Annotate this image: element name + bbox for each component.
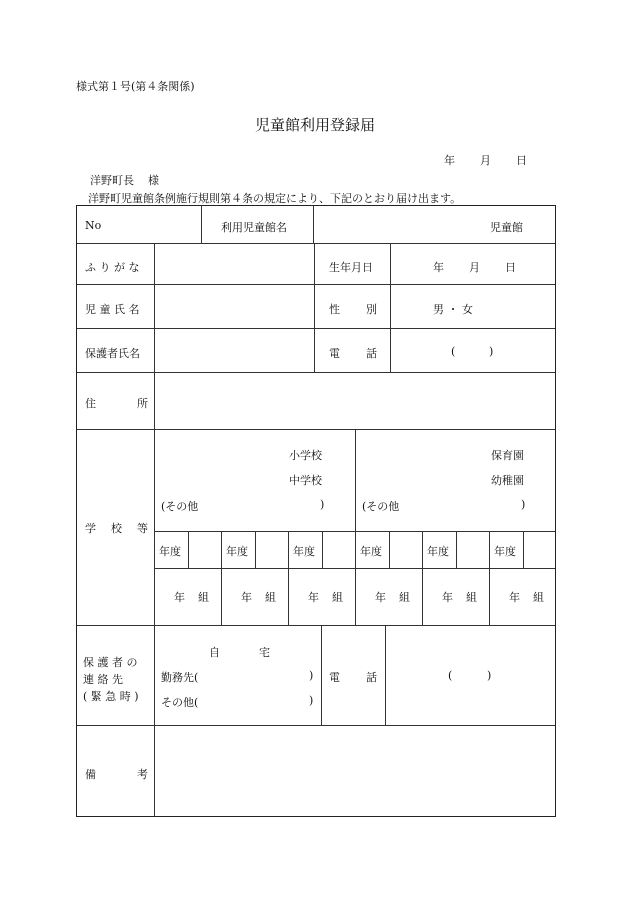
phone-label-1: 電 [329, 347, 340, 360]
col-line [288, 531, 289, 625]
class-unit: 組 [533, 591, 544, 604]
no-label: No [85, 219, 102, 232]
col-line [523, 531, 524, 568]
class-unit: 組 [399, 591, 410, 604]
row-line [77, 243, 555, 244]
school-other-open: (その他 [161, 500, 199, 513]
row-line [77, 429, 555, 430]
grade-unit: 年 [442, 591, 453, 604]
statement: 洋野町児童館条例施行規則第４条の規定により、下記のとおり届け出ます。 [88, 192, 462, 205]
col-line [221, 531, 222, 625]
form-title: 児童館利用登録届 [254, 116, 375, 134]
gender-options: 男 ・ 女 [433, 303, 473, 316]
contact-phone-label-1: 電 [329, 671, 340, 684]
phone-paren-open: ( [451, 345, 456, 358]
col-line [390, 243, 391, 372]
remarks-label-1: 備 [85, 768, 96, 781]
birthdate-label: 生年月日 [329, 261, 373, 274]
preschool-other-close: ) [521, 498, 526, 511]
addressee-name: 洋野町長 [90, 174, 134, 187]
grade-unit: 年 [509, 591, 520, 604]
gender-label-2: 別 [366, 303, 377, 316]
col-line [313, 206, 314, 243]
address-label-1: 住 [85, 397, 96, 410]
row-line [77, 725, 555, 726]
school-other-close: ) [320, 498, 325, 511]
grade-unit: 年 [308, 591, 319, 604]
grade-year-label: 年度 [226, 545, 248, 558]
kindergarten-label: 幼稚園 [491, 474, 524, 487]
preschool-other-open: (その他 [362, 500, 400, 513]
col-line [389, 531, 390, 568]
col-line [188, 531, 189, 568]
addressee-honorific: 様 [148, 174, 159, 187]
contact-label-line2: 連 絡 先 [83, 673, 123, 686]
workplace-close: ) [309, 669, 314, 682]
birth-month-label: 月 [469, 261, 480, 274]
form-number: 様式第１号(第４条関係) [76, 80, 195, 93]
contact-other-close: ) [309, 694, 314, 707]
date-year-label: 年 [444, 154, 455, 167]
home-label-2: 宅 [259, 646, 270, 659]
class-unit: 組 [265, 591, 276, 604]
grade-year-label: 年度 [159, 545, 181, 558]
grade-year-label: 年度 [360, 545, 382, 558]
facility-name-label: 利用児童館名 [221, 221, 287, 234]
furigana-label: ふ り が な [85, 261, 140, 274]
contact-label-line1: 保 護 者 の [83, 656, 138, 669]
col-line [321, 625, 322, 725]
col-line [489, 531, 490, 625]
grade-year-label: 年度 [293, 545, 315, 558]
class-unit: 組 [466, 591, 477, 604]
col-line [255, 531, 256, 568]
junior-high-label: 中学校 [289, 474, 322, 487]
grade-unit: 年 [375, 591, 386, 604]
child-name-label: 児 童 氏 名 [85, 303, 140, 316]
birth-day-label: 日 [505, 261, 516, 274]
gender-label-1: 性 [329, 303, 340, 316]
school-label-3: 等 [137, 522, 148, 535]
contact-other-open: その他( [161, 696, 199, 709]
grade-year-label: 年度 [427, 545, 449, 558]
phone-label-2: 話 [366, 347, 377, 360]
remarks-label-2: 考 [137, 768, 148, 781]
col-line [154, 243, 155, 816]
contact-phone-paren-open: ( [448, 669, 453, 682]
elementary-school-label: 小学校 [289, 449, 322, 462]
home-label-1: 自 [209, 646, 220, 659]
col-line [201, 206, 202, 243]
registration-form-table [76, 205, 556, 817]
nursery-label: 保育園 [491, 449, 524, 462]
col-line [456, 531, 457, 568]
col-line [355, 429, 356, 625]
grade-unit: 年 [241, 591, 252, 604]
row-line [77, 625, 555, 626]
workplace-open: 勤務先( [161, 671, 199, 684]
row-line [77, 284, 555, 285]
contact-phone-paren-close: ) [487, 669, 492, 682]
class-unit: 組 [198, 591, 209, 604]
contact-label-line3: ( 緊 急 時 ) [83, 690, 139, 703]
date-month-label: 月 [480, 154, 491, 167]
col-line [422, 531, 423, 625]
addressee [90, 172, 159, 188]
row-line [77, 372, 555, 373]
date-day-label: 日 [516, 154, 527, 167]
col-line [322, 531, 323, 568]
phone-paren-close: ) [489, 345, 494, 358]
school-label-1: 学 [85, 522, 96, 535]
col-line [385, 625, 386, 725]
class-unit: 組 [332, 591, 343, 604]
col-line [314, 243, 315, 372]
address-label-2: 所 [137, 397, 148, 410]
birth-year-label: 年 [433, 261, 444, 274]
row-line [77, 328, 555, 329]
contact-phone-label-2: 話 [366, 671, 377, 684]
grade-year-label: 年度 [494, 545, 516, 558]
school-label-2: 校 [111, 522, 122, 535]
facility-suffix: 児童館 [490, 221, 523, 234]
grade-unit: 年 [174, 591, 185, 604]
guardian-name-label: 保護者氏名 [85, 347, 140, 360]
